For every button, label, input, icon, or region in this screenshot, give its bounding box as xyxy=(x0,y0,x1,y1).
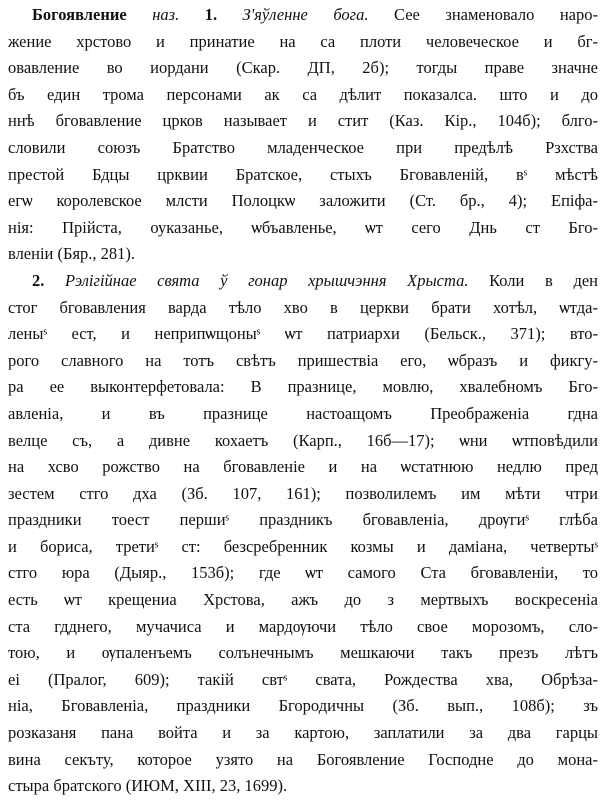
text-line: словили союзъ Братство младенческое при предѣлѣ Рзхства xyxy=(8,137,598,157)
sense-1-number: 1. xyxy=(204,5,218,24)
text-line: леныˢ ест, и неприпѡщоныˢ ѡт патриархи (Бельск., 371); вто- xyxy=(8,324,598,344)
text-line: розказаня пана войта и за картою, заплатили за два гарцы xyxy=(8,723,598,743)
text-line: Сее знаменовало наро- xyxy=(393,5,598,24)
text-line: еі (Пралог, 609); такій свтˢ свата, Рождества хва, Обрѣза- xyxy=(8,669,598,689)
text-line: вленіи (Бяр., 281). xyxy=(8,244,136,264)
text-line: на хсво рожство на бговавленіе и на ѡстатнюю недлю пред xyxy=(8,457,598,477)
headword: Богоявление xyxy=(32,5,127,24)
sense-2-number: 2. xyxy=(32,270,45,290)
text-line: велце съ, а дивне кохаетъ (Карп., 16б—17); ѡни ѡтповѣдили xyxy=(8,430,598,450)
text-line: стыра братского (ИЮМ, XIII, 23, 1699). xyxy=(8,776,288,796)
text-line: овавление во иордани (Скар. ДП, 2б); тогды праве значне xyxy=(8,58,598,78)
text-line: ннѣ бговавление црков называет и стит (Каз. Кір., 104б); блго- xyxy=(8,111,598,131)
entry-line-sense-2 xyxy=(8,268,598,295)
text-line: зестем стго дха (Зб. 107, 161); позволилемъ им мѣти чтри xyxy=(8,483,598,503)
text-line: ніа, Бговавленіа, праздники Бгородичны (Зб. вып., 108б); зъ xyxy=(8,696,598,716)
text-line: ста гдднего, мучачиса и мардѹючи тѣло свое морозомъ, сло- xyxy=(8,616,598,636)
text-line: Коли в ден xyxy=(489,270,598,290)
text-line: есть ѡт крещениа Хрстова, ажъ до з мертвыхъ воскресеніа xyxy=(8,590,598,610)
text-line: стго юра (Дыяр., 153б); где ѡт самого Ста бговавленіи, то xyxy=(8,563,598,583)
text-line: авленіа, и въ празнице настоащомъ Преображеніа гдна xyxy=(8,403,598,423)
text-line: нія: Прійста, оуказанье, ѡбъавленье, ѡт сего Днь ст Бго- xyxy=(8,217,598,237)
text-line: и бориса, третиˢ ст: безсребренник козмы и даміана, четвертыˢ xyxy=(8,536,598,556)
text-line: жение хрстово и принатие на са плоти человеческое и бг- xyxy=(8,31,598,51)
text-line: рого славного на тотъ свѣтъ пришествіа его, ѡбразъ и фикгу- xyxy=(8,350,598,370)
entry-line-1 xyxy=(8,2,598,29)
sense-2-gloss: Рэлігійнае свята ў гонар хрышчэння Хрыста. xyxy=(65,270,469,290)
text-line: праздники тоест першиˢ праздникъ бговавленіа, дрѹгиˢ глѣба xyxy=(8,510,598,530)
grammar-label: наз. xyxy=(152,5,180,24)
sense-1-gloss: З'яўленне бога. xyxy=(242,5,369,24)
text-line: егѡ королевское млсти Полоцкѡ заложити (Ст. бр., 4); Епіфа- xyxy=(8,191,598,211)
text-line: ра ее выконтерфетовала: В празнице, мовлю, хвалебномъ Бго- xyxy=(8,377,598,397)
text-line: стог бговавления варда тѣло хво в церкви брати хотѣл, ѡтда- xyxy=(8,297,598,317)
text-line: престой Бдцы црквии Братское, стыхъ Бговавленій, вˢ мѣстѣ xyxy=(8,164,598,184)
text-line: тою, и ѹпаленъемъ солънечнымъ мешкаючи такъ презъ лѣтъ xyxy=(8,643,598,663)
text-line: вина секъту, которое узято на Богоявление Господне до мона- xyxy=(8,749,598,769)
text-line: бъ един трома персонами ак са дѣлит показалса. што и до xyxy=(8,84,598,104)
